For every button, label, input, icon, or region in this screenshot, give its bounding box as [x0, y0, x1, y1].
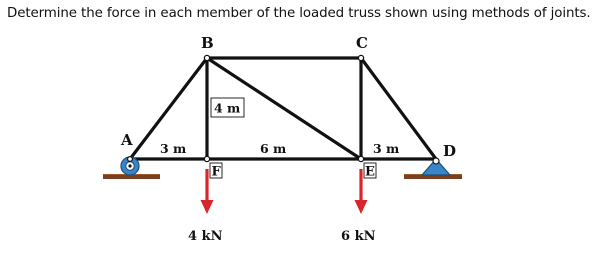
- label-joint-E-box: [364, 163, 376, 180]
- pin-F: [204, 156, 209, 161]
- pin-B: [204, 55, 209, 60]
- roller-support-A: [121, 157, 139, 175]
- dimension-middle-span: 6 m: [260, 141, 287, 156]
- label-joint-F: F: [211, 164, 221, 180]
- load-label-F: 4 kN: [188, 229, 223, 244]
- label-joint-F-box: [210, 163, 222, 180]
- load-label-E: 6 kN: [341, 229, 376, 244]
- pin-C: [358, 55, 363, 60]
- label-joint-E: E: [365, 164, 375, 180]
- label-joint-D: D: [443, 142, 457, 160]
- problem-statement: Determine the force in each member of the loaded truss shown using methods of joints.: [7, 6, 591, 21]
- dimension-left-span: 3 m: [160, 141, 187, 156]
- dimension-height-box: [211, 98, 244, 117]
- label-joint-C: C: [356, 34, 368, 52]
- dimension-right-span: 3 m: [373, 141, 400, 156]
- label-joint-B: B: [201, 34, 214, 52]
- label-joint-A: A: [121, 131, 133, 149]
- pin-E: [358, 156, 363, 161]
- dimension-height: 4 m: [214, 100, 241, 116]
